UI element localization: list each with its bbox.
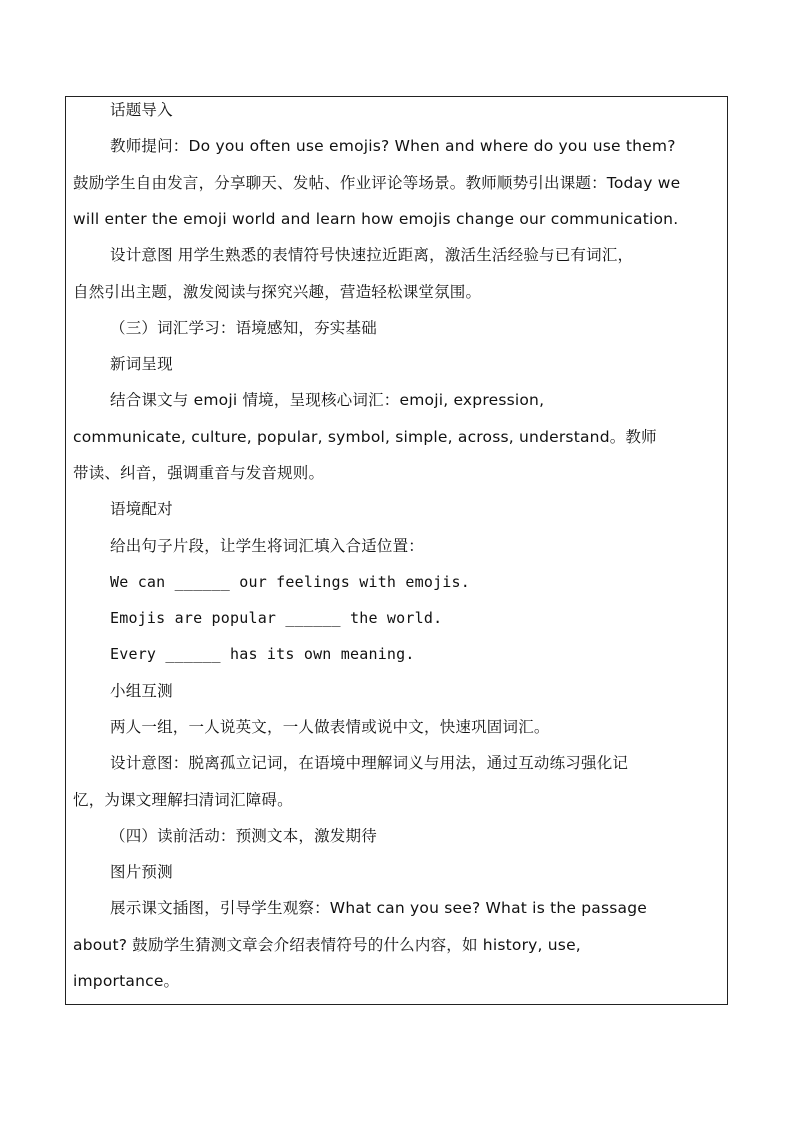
new-words-heading: 新词呈现	[110, 355, 173, 373]
picture-prediction-heading: 图片预测	[110, 863, 173, 881]
exercise-sentence-1: We can ______ our feelings with emojis.	[110, 573, 470, 591]
topic-intro-heading: 话题导入	[110, 101, 173, 119]
vocabulary-line-2: communicate, culture, popular, symbol, simple, across, understand。教师	[73, 428, 657, 446]
matching-instruction: 给出句子片段，让学生将词汇填入合适位置：	[110, 537, 425, 555]
design-intent-2-line-1: 设计意图：脱离孤立记词，在语境中理解词义与用法，通过互动练习强化记	[110, 754, 629, 772]
section-3-heading: （三）词汇学习：语境感知，夯实基础	[110, 319, 377, 337]
encourage-line: 鼓励学生自由发言，分享聊天、发帖、作业评论等场景。教师顺势引出课题：Today we	[73, 174, 681, 192]
picture-prediction-line-2: about? 鼓励学生猜测文章会介绍表情符号的什么内容，如 history, use,	[73, 936, 581, 954]
vocabulary-line-1: 结合课文与 emoji 情境，呈现核心词汇：emoji, expression,	[110, 391, 545, 409]
teacher-question-line: 教师提问：Do you often use emojis? When and where do you use them?	[110, 137, 676, 155]
design-intent-2-line-2: 忆，为课文理解扫清词汇障碍。	[73, 791, 293, 809]
context-matching-heading: 语境配对	[110, 500, 173, 518]
group-test-text: 两人一组，一人说英文，一人做表情或说中文，快速巩固词汇。	[110, 718, 550, 736]
exercise-sentence-2: Emojis are popular ______ the world.	[110, 609, 443, 627]
section-4-heading: （四）读前活动：预测文本，激发期待	[110, 827, 377, 845]
group-test-heading: 小组互测	[110, 682, 173, 700]
design-intent-line-1: 设计意图 用学生熟悉的表情符号快速拉近距离，激活生活经验与已有词汇，	[110, 246, 634, 264]
picture-prediction-line-1: 展示课文插图，引导学生观察：What can you see? What is the passage	[110, 899, 648, 917]
vocabulary-line-3: 带读、纠音，强调重音与发音规则。	[73, 464, 325, 482]
exercise-sentence-3: Every ______ has its own meaning.	[110, 645, 415, 663]
design-intent-line-2: 自然引出主题，激发阅读与探究兴趣，营造轻松课堂氛围。	[73, 283, 482, 301]
picture-prediction-line-3: importance。	[73, 972, 180, 990]
topic-sentence-line: will enter the emoji world and learn how emojis change our communication.	[73, 210, 679, 228]
